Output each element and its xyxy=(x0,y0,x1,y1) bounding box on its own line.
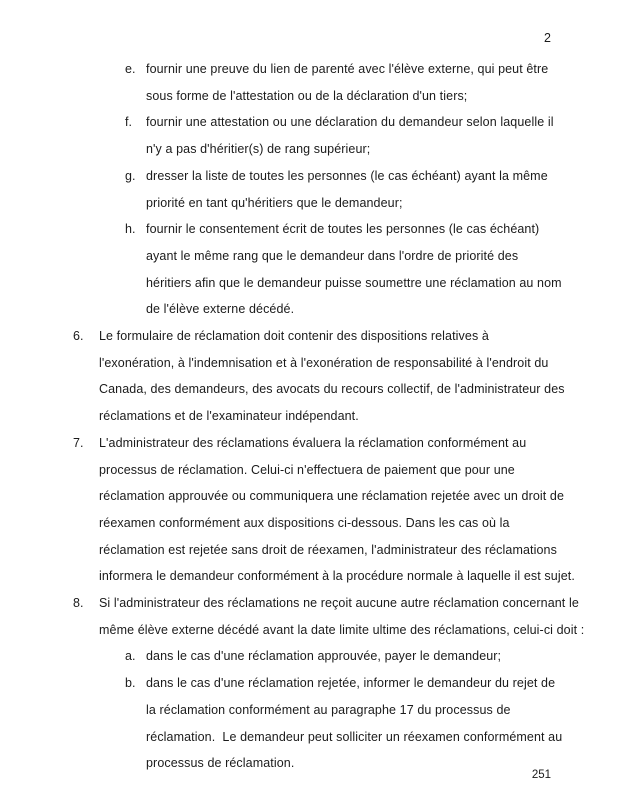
list-item-marker: 7. xyxy=(73,435,84,450)
list-item xyxy=(0,323,623,430)
list-item-marker: h. xyxy=(125,222,136,237)
text-line: de l'élève externe décédé. xyxy=(146,302,295,317)
document-body xyxy=(0,56,623,777)
list-item xyxy=(0,430,623,590)
text-line: fournir le consentement écrit de toutes les personnes (le cas échéant) xyxy=(146,222,540,237)
text-line: réexamen conformément aux dispositions ci-dessous. Dans les cas où la xyxy=(99,515,510,530)
text-line: dans le cas d'une réclamation approuvée, payer le demandeur; xyxy=(146,649,502,664)
text-line: héritiers afin que le demandeur puisse soumettre une réclamation au nom xyxy=(146,275,562,290)
text-line: fournir une attestation ou une déclaration du demandeur selon laquelle il xyxy=(146,115,554,130)
text-line: la réclamation conformément au paragraphe 17 du processus de xyxy=(146,702,511,717)
list-item xyxy=(0,670,623,777)
text-line: réclamation. Le demandeur peut solliciter un réexamen conformément au xyxy=(146,729,563,744)
list-item xyxy=(0,109,623,162)
text-line: dans le cas d'une réclamation rejetée, informer le demandeur du rejet de xyxy=(146,676,556,691)
text-line: sous forme de l'attestation ou de la déclaration d'un tiers; xyxy=(146,88,468,103)
text-line: L'administrateur des réclamations évaluera la réclamation conformément au xyxy=(99,435,527,450)
list-item-marker: 8. xyxy=(73,596,84,611)
text-line: fournir une preuve du lien de parenté avec l'élève externe, qui peut être xyxy=(146,62,549,76)
list-item xyxy=(0,163,623,216)
text-line: Si l'administrateur des réclamations ne reçoit aucune autre réclamation concernant le xyxy=(99,596,579,611)
text-line: processus de réclamation. xyxy=(146,756,295,771)
text-line: processus de réclamation. Celui-ci n'effectuera de paiement que pour une xyxy=(99,462,515,477)
list-item xyxy=(0,643,623,670)
text-line: Le formulaire de réclamation doit contenir des dispositions relatives à xyxy=(99,329,489,344)
list-item-marker: e. xyxy=(125,62,136,76)
text-line: même élève externe décédé avant la date limite ultime des réclamations, celui-ci doit : xyxy=(99,622,585,637)
text-line: réclamations et de l'examinateur indépendant. xyxy=(99,409,359,424)
list-item-marker: a. xyxy=(125,649,136,664)
list-item xyxy=(0,590,623,643)
text-line: dresser la liste de toutes les personnes (le cas échéant) ayant la même xyxy=(146,168,548,183)
text-line: Canada, des demandeurs, des avocats du recours collectif, de l'administrateur des xyxy=(99,382,565,397)
text-line: réclamation approuvée ou communiquera une réclamation rejetée avec un droit de xyxy=(99,489,565,504)
list-item xyxy=(0,216,623,323)
text-line: priorité en tant qu'héritiers que le demandeur; xyxy=(146,195,403,210)
text-line: ayant le même rang que le demandeur dans l'ordre de priorité des xyxy=(146,248,519,263)
list-item-marker: 6. xyxy=(73,329,84,344)
page-number-bottom: 251 xyxy=(531,769,551,781)
text-line: réclamation est rejetée sans droit de réexamen, l'administrateur des réclamations xyxy=(99,542,557,557)
text-line: n'y a pas d'héritier(s) de rang supérieur; xyxy=(146,142,371,157)
list-item-marker: g. xyxy=(125,168,136,183)
text-line: informera le demandeur conformément à la procédure normale à laquelle il est sujet. xyxy=(99,569,575,584)
page-number-top: 2 xyxy=(544,31,551,45)
list-item xyxy=(0,56,623,109)
list-item-marker: f. xyxy=(125,115,132,130)
text-line: l'exonération, à l'indemnisation et à l'exonération de responsabilité à l'endroit du xyxy=(99,355,549,370)
list-item-marker: b. xyxy=(125,676,136,691)
